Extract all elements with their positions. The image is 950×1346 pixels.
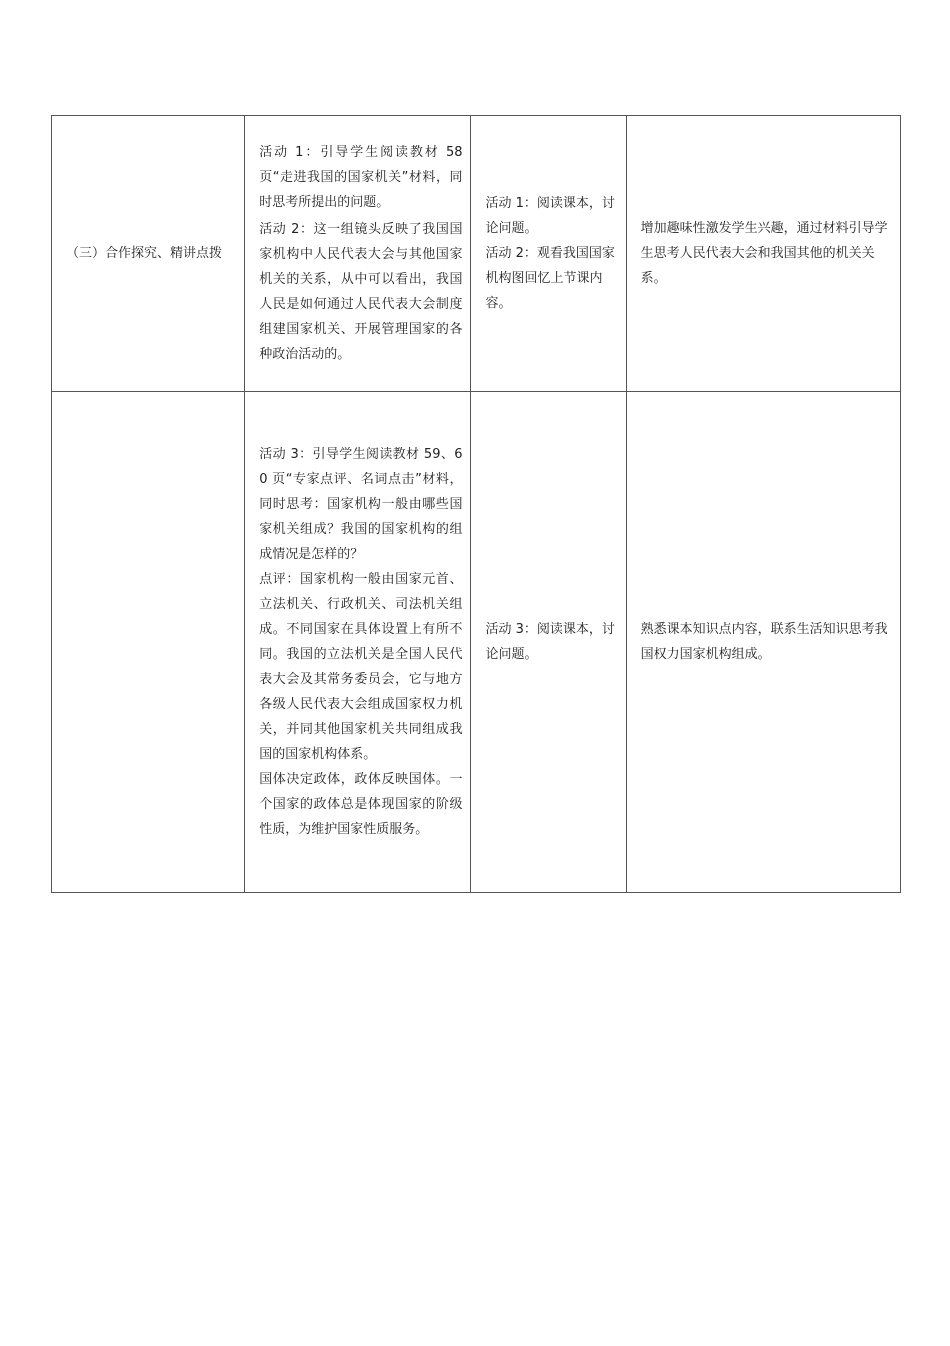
student-activity-cell <box>471 392 626 893</box>
table-row <box>52 116 901 392</box>
teacher-activity-text: 活动 1：引导学生阅读教材 58 页“走进我国的国家机关”材料，同时思考所提出的问题。 <box>259 145 463 210</box>
student-activity-text: 活动 3：阅读课本，讨论问题。 <box>485 622 615 662</box>
teacher-activity-text: 活动 2：这一组镜头反映了我国国家机构中人民代表大会与其他国家机关的关系，从中可以看出，我国人民是如何通过人民代表大会制度组建国家机关、开展管理国家的各种政治活动的。 <box>259 222 463 362</box>
design-intent-text: 增加趣味性激发学生兴趣，通过材料引导学生思考人民代表大会和我国其他的机关关系。 <box>640 221 888 286</box>
student-activity-text: 活动 2：观看我国国家机构图回忆上节课内容。 <box>485 246 615 311</box>
design-intent-cell <box>626 392 900 893</box>
teacher-activity-cell <box>245 392 471 893</box>
stage-text: （三）合作探究、精讲点拨 <box>66 246 223 261</box>
student-activity-cell <box>471 116 626 392</box>
stage-cell <box>52 392 245 893</box>
stage-cell <box>52 116 245 392</box>
teacher-activity-text: 活动 3：引导学生阅读教材 59、60 页“专家点评、名词点击”材料，同时思考：国家机构一般由哪些国家机关组成？我国的国家机构的组成情况是怎样的？ <box>259 447 463 562</box>
design-intent-text: 熟悉课本知识点内容，联系生活知识思考我国权力国家机构组成。 <box>640 622 888 662</box>
teacher-activity-cell <box>245 116 471 392</box>
lesson-plan-table <box>51 115 901 893</box>
design-intent-cell <box>626 116 900 392</box>
table-row <box>52 392 901 893</box>
student-activity-text: 活动 1：阅读课本，讨论问题。 <box>485 196 615 236</box>
teacher-activity-text: 点评：国家机构一般由国家元首、立法机关、行政机关、司法机关组成。不同国家在具体设置上有所不同。我国的立法机关是全国人民代表大会及其常务委员会，它与地方各级人民代表大会组成国家权力机关，并同其他国家机关共同组成我国的国家机构体系。 <box>259 572 463 762</box>
teacher-activity-text: 国体决定政体，政体反映国体。一个国家的政体总是体现国家的阶级性质，为维护国家性质服务。 <box>259 772 463 837</box>
